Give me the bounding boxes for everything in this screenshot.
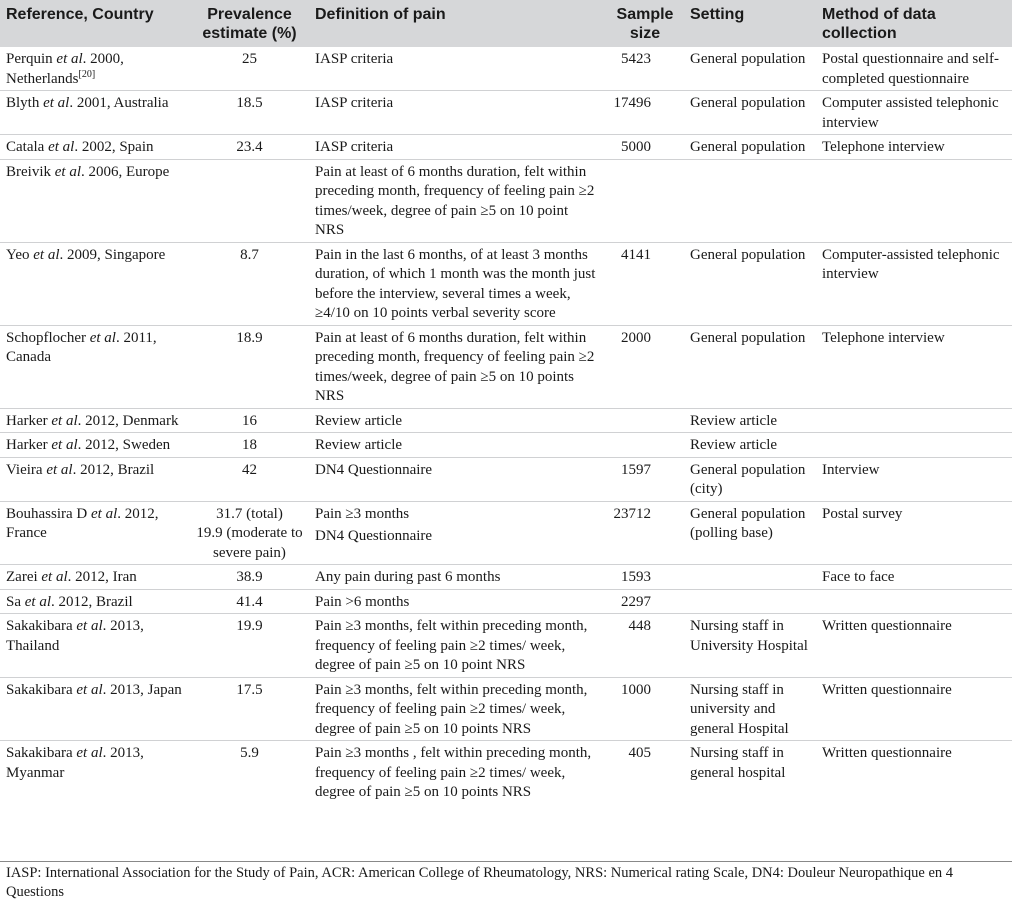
table-row (0, 741, 1012, 804)
table-row (0, 242, 1012, 325)
cell-setting: Nursing staff in general hospital (690, 745, 786, 781)
table-row (0, 677, 1012, 741)
cell-sample-size: 5000 (621, 139, 651, 155)
cell-reference (0, 589, 190, 614)
definition-text: DN4 Questionnaire (315, 461, 433, 478)
ref-et-al: et al (76, 618, 103, 634)
definition-text: Review article (315, 437, 403, 453)
ref-author: Harker (6, 437, 52, 453)
table-row (0, 135, 1012, 160)
cell-sample-size: 2297 (621, 593, 651, 610)
ref-year-country: . 2013, Thailand (6, 618, 144, 654)
cell-method: Postal survey (822, 505, 903, 522)
ref-year-country: . 2012, Brazil (51, 593, 133, 610)
cell-prevalence (190, 457, 309, 501)
cell-sample-size (606, 159, 684, 242)
cell-method: Written questionnaire (822, 681, 952, 698)
definition-text: IASP criteria (315, 51, 394, 67)
ref-author: Bouhassira D (6, 505, 91, 522)
cell-reference (0, 325, 190, 408)
cell-prevalence (190, 501, 309, 565)
cell-sample-size: 1593 (621, 569, 651, 585)
cell-definition (309, 501, 606, 565)
ref-year-country: . 2009, Singapore (59, 246, 166, 263)
cell-method: Telephone interview (822, 139, 945, 155)
ref-author: Blyth (6, 95, 44, 111)
cell-reference (0, 47, 190, 91)
ref-et-al: et al (89, 329, 116, 346)
cell-setting: Review article (690, 412, 778, 429)
ref-et-al: et al (91, 505, 118, 522)
cell-prevalence (190, 242, 309, 325)
cell-definition (309, 47, 606, 91)
cell-reference (0, 91, 190, 135)
cell-sample-size: 448 (628, 618, 651, 634)
ref-citation: [20] (78, 68, 96, 80)
ref-year-country: . 2012, Brazil (72, 461, 155, 478)
cell-reference (0, 135, 190, 160)
ref-et-al: et al (54, 163, 81, 180)
cell-reference (0, 501, 190, 565)
ref-et-al: et al (51, 412, 78, 429)
ref-author: Sa (6, 593, 25, 610)
table-row (0, 457, 1012, 501)
definition-text: IASP criteria (315, 95, 394, 111)
cell-definition (309, 589, 606, 614)
header-definition: Definition of pain (315, 6, 446, 23)
ref-year-country: . 2000, Netherlands (6, 51, 124, 87)
table-body (0, 47, 1012, 804)
ref-year-country: . 2001, Australia (69, 95, 169, 111)
cell-method: Written questionnaire (822, 618, 952, 634)
cell-sample-size: 17496 (613, 95, 651, 111)
cell-sample-size: 405 (628, 745, 651, 761)
ref-year-country: . 2013, Japan (102, 681, 182, 698)
cell-setting: Review article (690, 437, 778, 453)
header-reference: Reference, Country (6, 6, 154, 23)
cell-method: Face to face (822, 569, 895, 585)
definition-text: IASP criteria (315, 139, 394, 155)
table-row (0, 325, 1012, 408)
prevalence-value: 42 (242, 461, 257, 478)
table-row (0, 501, 1012, 565)
definition-text: Pain ≥3 months , felt within preceding month, frequency of feeling pain ≥2 times/ week, degree of pain ≥5 on 10 points NRS (315, 745, 592, 800)
prevalence-value: 19.9 (236, 618, 263, 634)
definition-text: Pain at least of 6 months duration, felt within preceding month, frequency of feeling pain ≥2 times/week, degree of pain ≥5 on 10 points NRS (315, 329, 595, 404)
table-row (0, 408, 1012, 433)
definition-text: Pain ≥3 months (315, 505, 410, 522)
cell-reference (0, 677, 190, 741)
cell-definition (309, 91, 606, 135)
prevalence-value: 17.5 (236, 681, 263, 698)
cell-definition (309, 677, 606, 741)
cell-sample-size: 1597 (621, 461, 651, 478)
prevalence-value: 18 (242, 437, 257, 453)
ref-year-country: . 2002, Spain (74, 139, 154, 155)
definition-text: Pain in the last 6 months, of at least 3 months duration, of which 1 month was the month just before the interview, several times a week, ≥4/10 on 10 points verbal severity score (315, 246, 596, 321)
cell-prevalence (190, 677, 309, 741)
table-row (0, 91, 1012, 135)
ref-et-al: et al (43, 95, 70, 111)
ref-author: Zarei (6, 569, 42, 585)
cell-method: Interview (822, 461, 880, 478)
cell-definition (309, 457, 606, 501)
cell-setting (684, 589, 816, 614)
cell-setting: General population (690, 95, 806, 111)
ref-et-al: et al (51, 437, 78, 453)
ref-author: Sakakibara (6, 745, 77, 761)
ref-et-al: et al (76, 745, 103, 761)
prevalence-value: 38.9 (236, 569, 263, 585)
definition-text: Pain >6 months (315, 593, 410, 610)
cell-reference (0, 741, 190, 804)
cell-prevalence (190, 614, 309, 678)
ref-et-al: et al (41, 569, 68, 585)
cell-reference (0, 242, 190, 325)
ref-year-country: . 2013, Myanmar (6, 745, 144, 781)
prevalence-value: 16 (242, 412, 257, 429)
prevalence-value: 18.5 (236, 95, 263, 111)
cell-prevalence (190, 565, 309, 590)
cell-method (816, 159, 1012, 242)
ref-et-al: et al (76, 681, 103, 698)
cell-definition (309, 741, 606, 804)
cell-sample-size: 2000 (621, 329, 651, 346)
table-footnote: IASP: International Association for the Study of Pain, ACR: American College of Rheumatology, NRS: Numerical rating Scale, DN4: Douleur Neuropathique en 4 Questions (0, 861, 1012, 902)
cell-definition (309, 433, 606, 458)
cell-sample-size: 23712 (613, 505, 651, 522)
prevalence-value: 18.9 (236, 329, 263, 346)
prevalence-value-secondary: 19.9 (moderate to severe pain) (196, 525, 303, 561)
ref-et-al: et al (33, 246, 60, 263)
ref-author: Sakakibara (6, 681, 77, 698)
cell-setting: General population (690, 329, 806, 346)
cell-sample-size (606, 408, 684, 433)
cell-reference (0, 433, 190, 458)
ref-year-country: . 2012, Iran (67, 569, 137, 585)
cell-prevalence (190, 159, 309, 242)
cell-definition (309, 135, 606, 160)
cell-sample-size: 4141 (621, 246, 651, 263)
prevalence-value: 23.4 (236, 139, 263, 155)
cell-reference (0, 457, 190, 501)
prevalence-value: 41.4 (236, 593, 263, 610)
cell-method (816, 433, 1012, 458)
table-row (0, 614, 1012, 678)
cell-definition (309, 408, 606, 433)
ref-author: Schopflocher (6, 329, 90, 346)
cell-method: Written questionnaire (822, 745, 952, 761)
cell-definition (309, 159, 606, 242)
cell-prevalence (190, 408, 309, 433)
cell-setting: General population (690, 51, 806, 67)
cell-prevalence (190, 135, 309, 160)
prevalence-value: 5.9 (240, 745, 259, 761)
header-method: Method of data collection (822, 6, 936, 42)
cell-prevalence (190, 91, 309, 135)
cell-sample-size: 5423 (621, 51, 651, 67)
cell-prevalence (190, 741, 309, 804)
ref-year-country: . 2012, France (6, 505, 159, 541)
definition-text: Pain at least of 6 months duration, felt within preceding month, frequency of feeling pain ≥2 times/week, degree of pain ≥5 on 10 point NRS (315, 163, 595, 238)
ref-year-country: . 2012, Sweden (77, 437, 171, 453)
cell-setting: Nursing staff in University Hospital (690, 618, 808, 654)
table-row (0, 589, 1012, 614)
ref-et-al: et al (48, 139, 75, 155)
header-row (0, 0, 1012, 47)
ref-author: Harker (6, 412, 52, 429)
cell-definition (309, 565, 606, 590)
cell-setting: Nursing staff in university and general Hospital (690, 681, 789, 737)
cell-method (816, 589, 1012, 614)
cell-prevalence (190, 47, 309, 91)
cell-prevalence (190, 433, 309, 458)
ref-author: Sakakibara (6, 618, 77, 634)
cell-reference (0, 159, 190, 242)
cell-method: Computer-assisted telephonic interview (822, 246, 1000, 282)
definition-text: Pain ≥3 months, felt within preceding month, frequency of feeling pain ≥2 times/ week, degree of pain ≥5 on 10 points NRS (315, 681, 588, 737)
definition-text: Review article (315, 412, 403, 429)
ref-et-al: et al (46, 461, 73, 478)
cell-method: Postal questionnaire and self-completed questionnaire (822, 51, 1000, 87)
cell-setting: General population (polling base) (690, 505, 806, 541)
definition-text: Any pain during past 6 months (315, 569, 501, 585)
cell-method: Telephone interview (822, 329, 945, 346)
cell-prevalence (190, 325, 309, 408)
ref-year-country: . 2006, Europe (81, 163, 170, 180)
ref-year-country: . 2012, Denmark (77, 412, 179, 429)
ref-author: Catala (6, 139, 49, 155)
ref-author: Breivik (6, 163, 55, 180)
cell-reference (0, 614, 190, 678)
cell-method (816, 408, 1012, 433)
prevalence-value: 8.7 (240, 246, 259, 263)
definition-text: Pain ≥3 months, felt within preceding month, frequency of feeling pain ≥2 times/ week, degree of pain ≥5 on 10 point NRS (315, 618, 588, 673)
table-row (0, 159, 1012, 242)
header-setting: Setting (690, 6, 745, 23)
cell-sample-size: 1000 (621, 681, 651, 698)
prevalence-value: 25 (242, 51, 257, 67)
definition-text-secondary: DN4 Questionnaire (315, 528, 433, 544)
cell-prevalence (190, 589, 309, 614)
prevalence-value: 31.7 (total) (216, 505, 283, 522)
table-row (0, 47, 1012, 91)
cell-setting: General population (690, 246, 806, 263)
ref-et-al: et al (24, 593, 51, 610)
cell-setting (684, 565, 816, 590)
table-row (0, 433, 1012, 458)
ref-author: Perquin (6, 51, 57, 67)
ref-et-al: et al (56, 51, 83, 67)
cell-method: Computer assisted telephonic interview (822, 95, 999, 131)
cell-definition (309, 242, 606, 325)
header-prevalence: Prevalence estimate (%) (202, 6, 297, 42)
header-sample-size: Sample size (616, 6, 674, 42)
cell-setting: General population (city) (690, 461, 806, 497)
cell-sample-size (606, 433, 684, 458)
table-row (0, 565, 1012, 590)
ref-year-country: . 2011, Canada (6, 329, 157, 365)
ref-author: Yeo (6, 246, 34, 263)
cell-reference (0, 565, 190, 590)
cell-setting (684, 159, 816, 242)
ref-author: Vieira (6, 461, 47, 478)
cell-definition (309, 614, 606, 678)
cell-reference (0, 408, 190, 433)
cell-setting: General population (690, 139, 806, 155)
cell-definition (309, 325, 606, 408)
